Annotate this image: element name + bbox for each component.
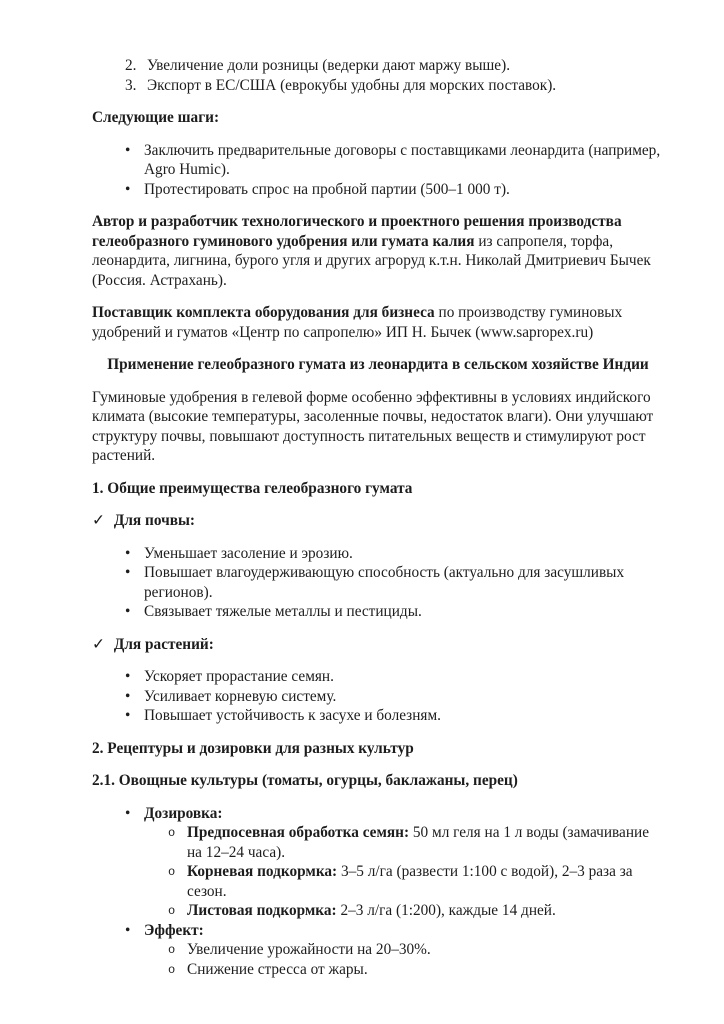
item-text: Связывает тяжелые металлы и пестициды. [144,603,422,620]
item-text: Заключить предварительные договоры с поставщиками леонардита (например, Agro Humic). [144,141,661,178]
item-number: 2. [125,57,137,74]
bullet-icon: • [125,544,131,562]
circle-bullet-icon: o [168,904,176,918]
item-text: Корневая подкормка: 3–5 л/га (развести 1:100 с водой), 2–3 раза за сезон. [187,863,633,900]
section2-heading: 2. Рецептуры и дозировки для разных культур [92,739,414,757]
sub-list-item [92,901,664,921]
author-paragraph-lead: Автор и разработчик технологического и проектного решения производства гелеобразного гуминового удобрения или гумата калия [92,213,622,250]
bullet-icon: • [125,921,131,939]
intro-paragraph: Гуминовые удобрения в гелевой форме особенно эффективны в условиях индийского климата (высокие температуры, засоленные почвы, недостаток влаги). Они улучшают структуру почвы, повышают доступность питательных веществ и стимулируют рост растений. [92,388,654,464]
numbered-list [92,56,664,95]
list-item [92,563,664,602]
item-number: 3. [125,76,137,94]
item-lead: Листовая подкормка: [187,902,337,919]
soil-benefits-list [92,544,664,622]
item-text: Уменьшает засоление и эрозию. [144,544,353,562]
check-icon: ✓ [92,512,105,529]
section-title: Применение гелеобразного гумата из леонардита в сельском хозяйстве Индии [107,356,649,373]
list-item [92,602,664,622]
bullet-icon: • [125,180,131,198]
item-lead: Предпосевная обработка семян: [187,824,410,841]
check-icon: ✓ [92,635,105,653]
section2-1-subheading: 2.1. Овощные культуры (томаты, огурцы, баклажаны, перец) [92,772,518,789]
circle-bullet-icon: o [168,943,176,957]
plants-subheading [92,635,664,655]
soil-label: Для почвы: [113,512,196,529]
dosage-effect-list [92,804,664,980]
circle-bullet-icon: o [168,826,176,840]
dosage-label: Дозировка: [144,804,223,822]
list-item [92,667,664,687]
bullet-icon: • [125,141,131,159]
next-steps-list [92,141,664,200]
item-text: Усиливает корневую систему. [144,687,337,705]
list-item [92,141,664,180]
item-text: Снижение стресса от жары. [187,960,368,978]
sub-list-item [92,823,664,862]
bullet-icon: • [125,687,131,705]
supplier-paragraph [92,303,664,342]
item-text: Ускоряет прорастание семян. [144,668,334,685]
list-item [92,706,664,726]
plant-benefits-list [92,667,664,726]
author-paragraph [92,212,664,290]
numbered-item [92,76,664,96]
bullet-icon: • [125,603,131,620]
supplier-paragraph-lead: Поставщик комплекта оборудования для бизнеса [92,304,435,321]
item-text: Экспорт в ЕС/США (еврокубы удобны для морских поставок). [147,76,557,94]
item-text: Предпосевная обработка семян: 50 мл геля на 1 л воды (замачивание на 12–24 часа). [187,824,649,861]
numbered-item [92,56,664,76]
section1-heading: 1. Общие преимущества гелеобразного гумата [92,479,413,497]
plants-label: Для растений: [113,635,214,653]
item-lead: Корневая подкормка: [187,863,338,880]
item-text: Повышает устойчивость к засухе и болезням. [144,707,441,724]
list-item [92,544,664,564]
list-item [92,180,664,200]
bullet-icon: • [125,564,131,581]
circle-bullet-icon: o [168,962,176,977]
item-text: Увеличение доли розницы (ведерки дают маржу выше). [147,57,511,74]
sub-list-item [92,960,664,980]
author-paragraph-text: из сапропеля, торфа, леонардита, лигнина, бурого угля и других агроруд к.т.н. Николай Дмитриевич Бычек (Россия. Астрахань). [92,232,651,289]
bullet-icon: • [125,668,131,685]
list-item [92,921,664,941]
item-text: Увеличение урожайности на 20–30%. [187,941,431,958]
circle-bullet-icon: o [168,865,176,879]
bullet-icon: • [125,707,131,724]
item-text: Листовая подкормка: 2–3 л/га (1:200), каждые 14 дней. [187,902,556,919]
item-text: Повышает влагоудерживающую способность (актуально для засушливых регионов). [144,564,625,601]
list-item [92,804,664,824]
sub-list-item [92,862,664,901]
next-steps-heading: Следующие шаги: [92,109,220,126]
supplier-paragraph-text: по производству гуминовых удобрений и гуматов «Центр по сапропелю» ИП Н. Бычек (www.sapropex.ru) [92,304,623,341]
bullet-icon: • [125,804,131,822]
sub-list-item [92,940,664,960]
list-item [92,687,664,707]
soil-subheading [92,511,664,531]
item-text: Протестировать спрос на пробной партии (500–1 000 т). [144,180,510,198]
effect-label: Эффект: [144,921,204,939]
